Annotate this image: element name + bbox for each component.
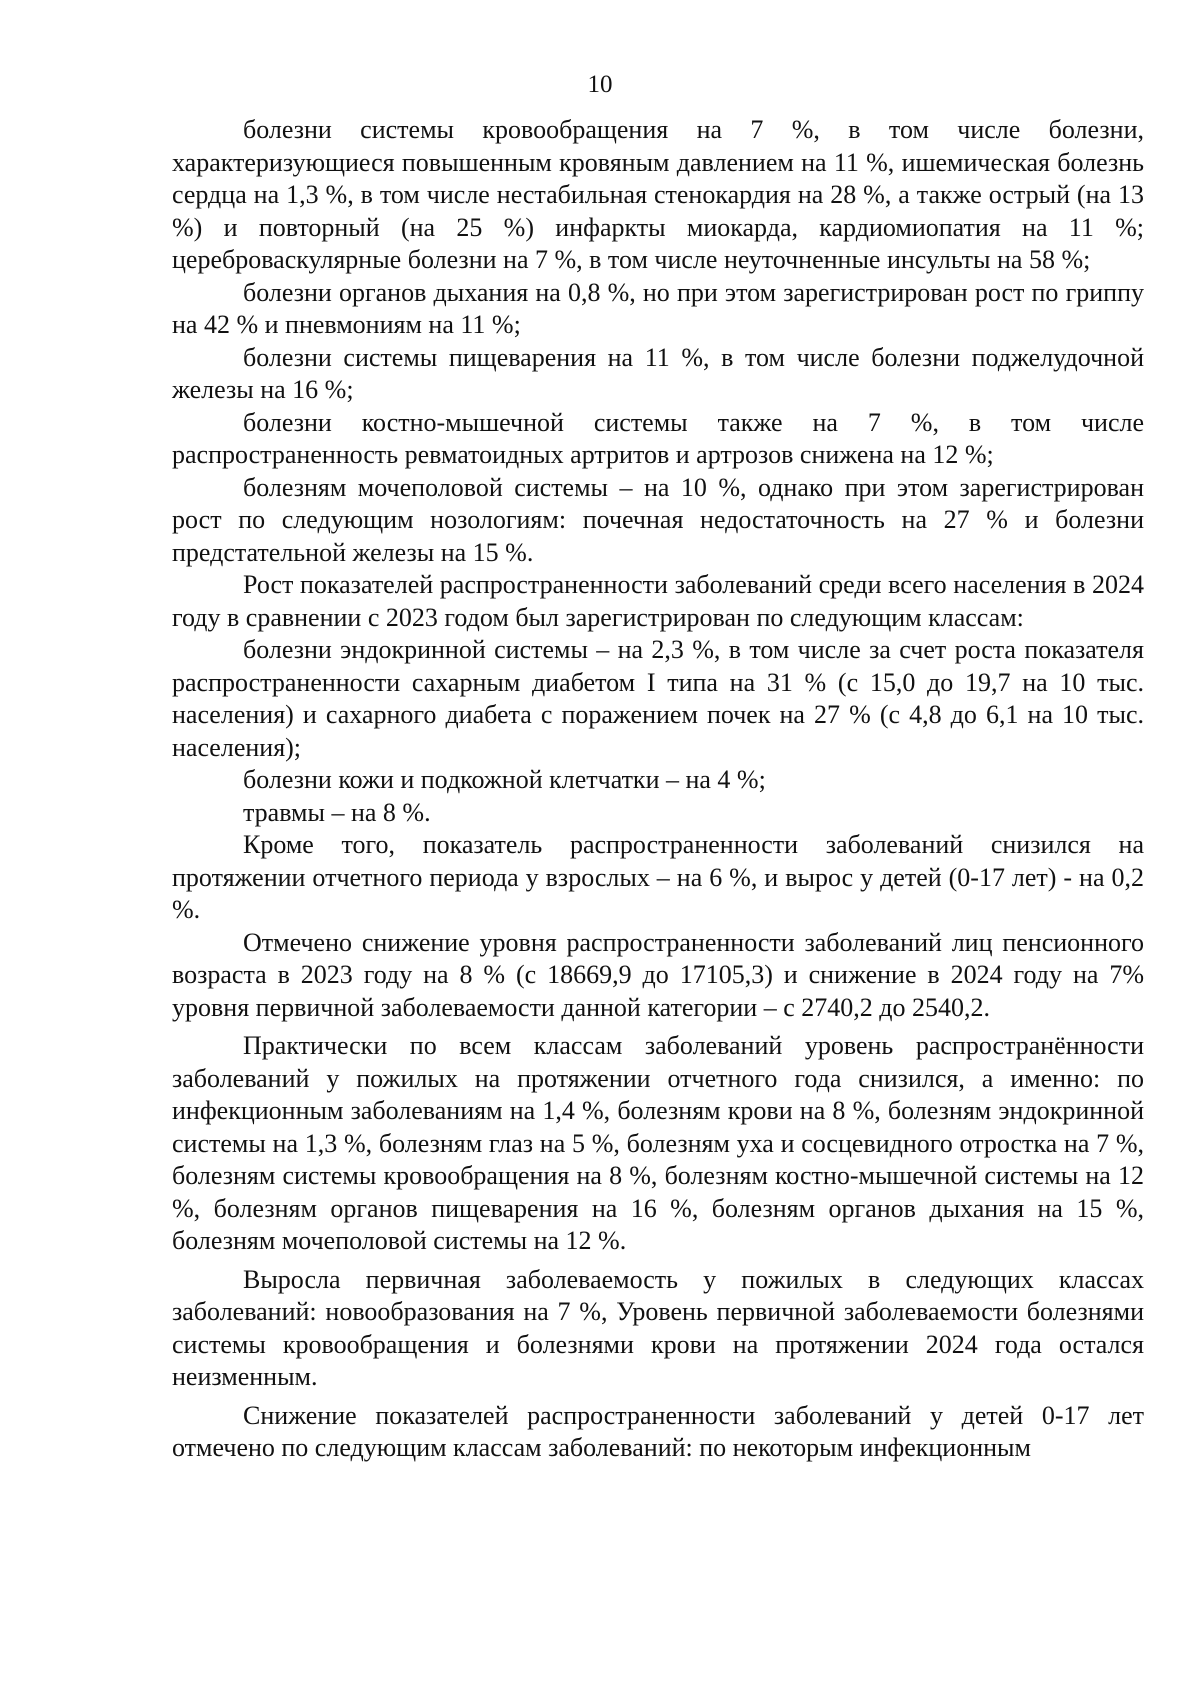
- paragraph-pensioners: Отмечено снижение уровня распространенности заболеваний лиц пенсионного возраста в 2023 году на 8 % (с 18669,9 до 17105,3) и снижение в 2024 году на 7% уровня первичной заболеваемости данной категории – с 2740,2 до 2540,2.: [172, 927, 1144, 1022]
- paragraph-adults-children: Кроме того, показатель распространенности заболеваний снизился на протяжении отчетного периода у взрослых – на 6 %, и вырос у детей (0-17 лет) - на 0,2 %.: [172, 830, 1144, 924]
- document-body: [172, 114, 1144, 1465]
- paragraph-circulatory-diseases: болезни системы кровообращения на 7 %, в том числе болезни, характеризующиеся повышенным кровяным давлением на 11 %, ишемическая болезнь сердца на 1,3 %, в том числе нестабильная стенокардия на 28 %, а также острый (на 13 %) и повторный (на 25 %) инфаркты миокарда, кардиомиопатия на 11 %; цереброваскулярные болезни на 7 %, в том числе неуточненные инсульты на 58 %;: [172, 115, 1144, 274]
- paragraph-digestive-diseases: болезни системы пищеварения на 11 %, в том числе болезни поджелудочной железы на 16 %;: [172, 342, 1144, 404]
- paragraph-children-decrease: Снижение показателей распространенности заболеваний у детей 0-17 лет отмечено по следующим классам заболеваний: по некоторым инфекционным: [172, 1400, 1144, 1462]
- page-number: 10: [587, 71, 613, 98]
- paragraph-growth-classes-intro: Рост показателей распространенности заболеваний среди всего населения в 2024 году в сравнении с 2023 годом был зарегистрирован по следующим классам:: [172, 570, 1144, 632]
- paragraph-musculoskeletal-diseases: болезни костно-мышечной системы также на 7 %, в том числе распространенность ревматоидных артритов и артрозов снижена на 12 %;: [172, 407, 1144, 469]
- paragraph-genitourinary-diseases: болезням мочеполовой системы – на 10 %, однако при этом зарегистрирован рост по следующим нозологиям: почечная недостаточность на 27 % и болезни предстательной железы на 15 %.: [172, 472, 1144, 567]
- paragraph-respiratory-diseases: болезни органов дыхания на 0,8 %, но при этом зарегистрирован рост по гриппу на 42 % и пневмониям на 11 %;: [172, 277, 1144, 339]
- paragraph-skin-diseases: болезни кожи и подкожной клетчатки – на 4 %;: [243, 765, 766, 794]
- paragraph-elderly-increase: Выросла первичная заболеваемость у пожилых в следующих классах заболеваний: новообразования на 7 %, Уровень первичной заболеваемости болезнями системы кровообращения и болезнями крови на протяжении 2024 года остался неизменным.: [172, 1264, 1144, 1391]
- paragraph-injuries: травмы – на 8 %.: [243, 797, 431, 827]
- paragraph-endocrine-diseases: болезни эндокринной системы – на 2,3 %, в том числе за счет роста показателя распространенности сахарным диабетом I типа на 31 % (с 15,0 до 19,7 на 10 тыс. населения) и сахарного диабета с поражением почек на 27 % (с 4,8 до 6,1 на 10 тыс. населения);: [172, 635, 1144, 762]
- paragraph-elderly-decrease: Практически по всем классам заболеваний уровень распространённости заболеваний у пожилых на протяжении отчетного года снизился, а именно: по инфекционным заболеваниям на 1,4 %, болезням крови на 8 %, болезням эндокринной системы на 1,3 %, болезням глаз на 5 %, болезням уха и сосцевидного отростка на 7 %, болезням системы кровообращения на 8 %, болезням костно-мышечной системы на 12 %, болезням органов пищеварения на 16 %, болезням органов дыхания на 15 %, болезням мочеполовой системы на 12 %.: [172, 1031, 1144, 1255]
